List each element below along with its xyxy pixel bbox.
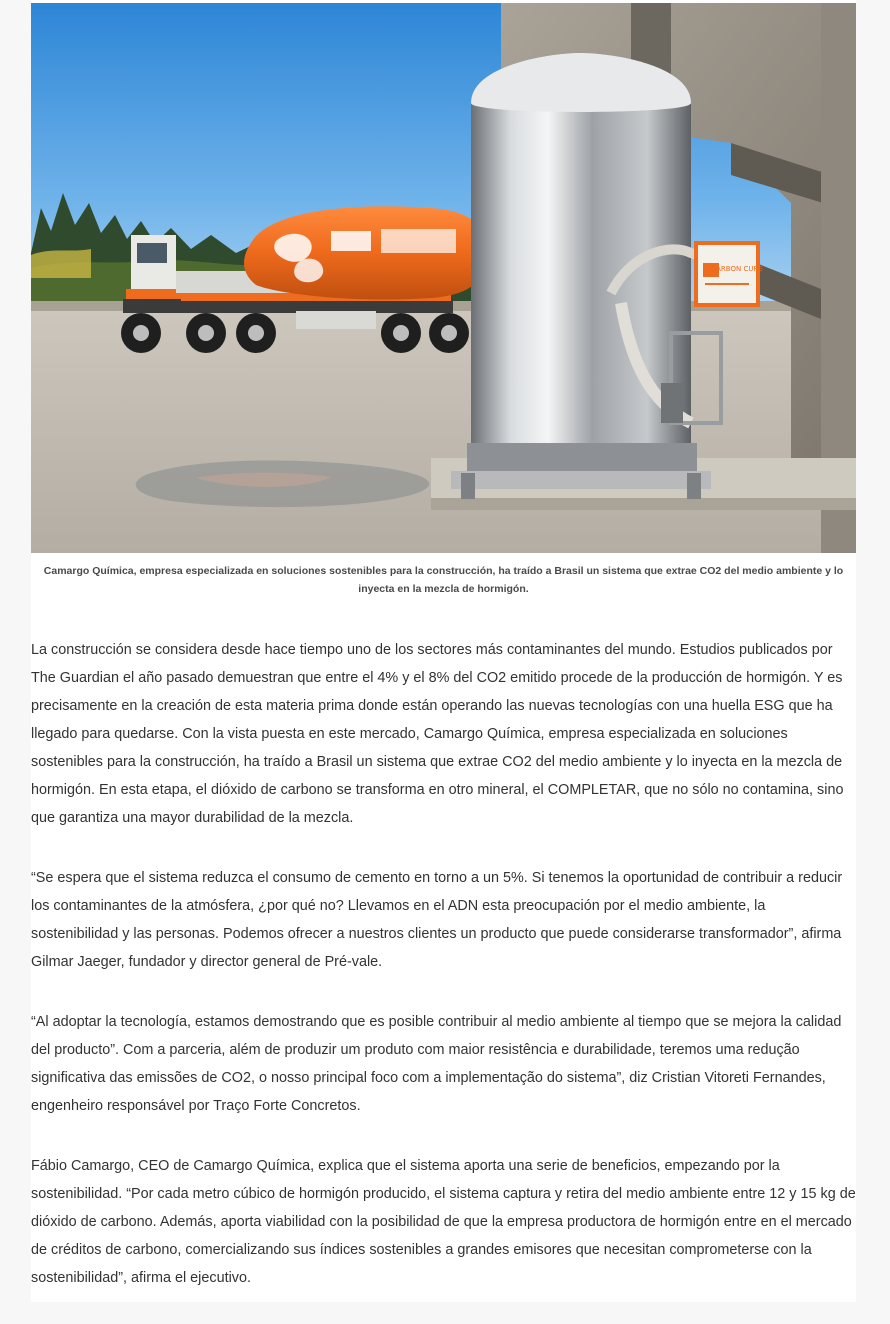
article-body (31, 636, 856, 1324)
photo-caption: Camargo Química, empresa especializada en soluciones sostenibles para la construcción, ha traído a Brasil un sistema que extrae CO2 del medio ambiente y lo inyecta en la mezcla de hormigón. (43, 565, 844, 595)
hero-photo (31, 3, 856, 553)
paragraph: La construcción se considera desde hace tiempo uno de los sectores más contaminantes del mundo. Estudios publicados por The Guardian el año pasado demuestran que entre el 4% y el 8% del CO2 emitido procede de la producción de hormigón. Y es precisamente en la creación de esta materia prima donde están operando las nuevas tecnologías con una huella ESG que ha llegado para quedarse. Con la vista puesta en este mercado, Camargo Química, empresa especializada en soluciones sostenibles para la construcción, ha traído a Brasil un sistema que extrae CO2 del medio ambiente y lo inyecta en la mezcla de hormigón. En esta etapa, el dióxido de carbono se transforma en otro mineral, el COMPLETAR, que no sólo no contamina, sino que garantiza una mayor durabilidad de la mezcla. (31, 642, 844, 826)
paragraph: “Se espera que el sistema reduzca el consumo de cemento en torno a un 5%. Si tenemos la oportunidad de contribuir a reducir los contaminantes de la atmósfera, ¿por qué no? Llevamos en el ADN esta preocupación por el medio ambiente, la sostenibilidad y las personas. Podemos ofrecer a nuestros clientes un producto que puede considerarse transformador”, afirma Gilmar Jaeger, fundador y director general de Pré-vale. (31, 870, 843, 970)
article (31, 0, 856, 1302)
carbon-cure-logo-text: CARBON CURE (711, 265, 763, 273)
paragraph: Fábio Camargo, CEO de Camargo Química, explica que el sistema aporta una serie de beneficios, empezando por la sostenibilidad. “Por cada metro cúbico de hormigón producido, el sistema captura y retira del medio ambiente entre 12 y 15 kg de dióxido de carbono. Además, aporta viabilidad con la posibilidad de que la empresa productora de hormigón entre en el mercado de créditos de carbono, comercializando sus índices sostenibles a grandes emisores que necesitan comprometerse con la sostenibilidad”, afirma el ejecutivo. (31, 1158, 856, 1286)
paragraph: “Al adoptar la tecnología, estamos demostrando que es posible contribuir al medio ambiente al tiempo que se mejora la calidad del producto”. Com a parceria, além de produzir um produto com maior resistência e durabilidade, teremos uma redução significativa das emissões de CO2, o nosso principal foco com a implementação do sistema”, diz Cristian Vitoreti Fernandes, engenheiro responsável por Traço Forte Concretos. (31, 1014, 842, 1114)
